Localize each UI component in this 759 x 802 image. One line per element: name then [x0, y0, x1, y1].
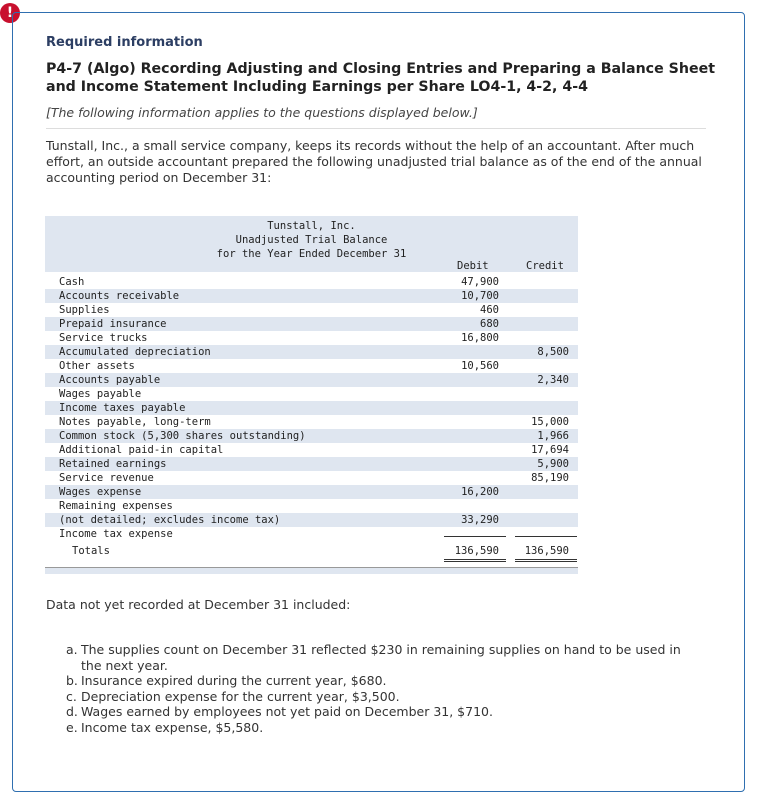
- table-row: [45, 471, 578, 485]
- statement-name: Unadjusted Trial Balance: [235, 234, 388, 246]
- applies-note: [The following information applies to the questions displayed below.]: [46, 105, 478, 120]
- alert-icon: !: [0, 3, 20, 23]
- account-name: Income tax expense: [59, 528, 173, 540]
- company-name: Tunstall, Inc.: [267, 220, 356, 232]
- adjustment-list: [66, 642, 696, 735]
- item-letter: e.: [66, 719, 78, 735]
- divider: [46, 128, 706, 129]
- debit-total-rule: [444, 536, 506, 537]
- table-row: [45, 513, 578, 527]
- account-name: Common stock (5,300 shares outstanding): [59, 430, 306, 442]
- intro-text: Tunstall, Inc., a small service company, keeps its records without the help of an accountant. After much effort, an outside accountant prepared the following unadjusted trial balance as of the end of the annual accounting period on December 31:: [46, 138, 702, 185]
- account-name: Wages expense: [59, 486, 142, 498]
- table-row: [45, 317, 578, 331]
- account-name: Prepaid insurance: [59, 318, 167, 330]
- credit-total-rule: [515, 536, 577, 537]
- table-row: [45, 387, 578, 401]
- table-row: [45, 443, 578, 457]
- account-name: Retained earnings: [59, 458, 167, 470]
- account-name: Notes payable, long-term: [59, 416, 211, 428]
- total-credit: 136,590: [524, 545, 569, 557]
- list-item: [66, 642, 696, 673]
- item-text: Income tax expense, $5,580.: [81, 719, 264, 735]
- item-letter: c.: [66, 688, 77, 704]
- debit-value: 680: [480, 318, 499, 330]
- required-info-heading: Required information: [46, 35, 203, 50]
- account-name: Supplies: [59, 304, 110, 316]
- debit-value: 47,900: [461, 276, 499, 288]
- account-name: Other assets: [59, 360, 135, 372]
- item-text: Depreciation expense for the current year, $3,500.: [81, 688, 400, 704]
- trial-balance-table: [45, 216, 578, 572]
- account-name: Remaining expenses: [59, 500, 173, 512]
- debit-double-rule: [444, 559, 506, 562]
- list-item: [66, 704, 696, 720]
- account-name: (not detailed; excludes income tax): [59, 514, 281, 526]
- table-row: [45, 527, 578, 541]
- table-row: [45, 415, 578, 429]
- table-row: [45, 429, 578, 443]
- account-name: Additional paid-in capital: [59, 444, 224, 456]
- account-name: Cash: [59, 276, 85, 288]
- credit-value: 15,000: [531, 416, 569, 428]
- debit-value: 10,700: [461, 290, 499, 302]
- credit-value: 1,966: [537, 430, 569, 442]
- table-row: [45, 289, 578, 303]
- totals-label: Totals: [72, 545, 110, 557]
- credit-value: 8,500: [537, 346, 569, 358]
- table-footer-band: [45, 567, 578, 574]
- table-row: [45, 499, 578, 513]
- table-row: [45, 303, 578, 317]
- account-name: Accounts payable: [59, 374, 161, 386]
- debit-value: 16,800: [461, 332, 499, 344]
- item-text: The supplies count on December 31 reflected $230 in remaining supplies on hand to be used in the next year.: [81, 642, 681, 673]
- account-name: Accounts receivable: [59, 290, 180, 302]
- item-text: Wages earned by employees not yet paid on December 31, $710.: [81, 704, 493, 719]
- table-row: [45, 345, 578, 359]
- account-name: Accumulated depreciation: [59, 346, 211, 358]
- debit-value: 16,200: [461, 486, 499, 498]
- table-row: [45, 401, 578, 415]
- credit-value: 17,694: [531, 444, 569, 456]
- statement-period: for the Year Ended December 31: [216, 248, 407, 260]
- list-item: [66, 673, 696, 689]
- debit-value: 33,290: [461, 514, 499, 526]
- item-text: Insurance expired during the current year, $680.: [81, 673, 387, 688]
- table-row: [45, 485, 578, 499]
- debit-value: 460: [480, 304, 499, 316]
- table-row: [45, 359, 578, 373]
- credit-value: 85,190: [531, 472, 569, 484]
- credit-double-rule: [515, 559, 577, 562]
- account-name: Service trucks: [59, 332, 148, 344]
- debit-column-header: Debit: [457, 260, 489, 272]
- table-row: [45, 457, 578, 471]
- table-row: [45, 275, 578, 289]
- table-row: [45, 331, 578, 345]
- totals-row: [45, 544, 578, 558]
- list-item: [66, 689, 696, 705]
- table-row: [45, 373, 578, 387]
- credit-value: 5,900: [537, 458, 569, 470]
- credit-value: 2,340: [537, 374, 569, 386]
- credit-column-header: Credit: [526, 260, 564, 272]
- account-name: Income taxes payable: [59, 402, 186, 414]
- problem-title: P4-7 (Algo) Recording Adjusting and Closing Entries and Preparing a Balance Sheet and Income Statement Including Earnings per Share LO4-1, 4-2, 4-4: [46, 61, 715, 95]
- account-name: Service revenue: [59, 472, 154, 484]
- item-letter: d.: [66, 704, 78, 719]
- item-letter: a.: [66, 642, 78, 657]
- total-debit: 136,590: [454, 545, 499, 557]
- debit-value: 10,560: [461, 360, 499, 372]
- list-item: [66, 720, 696, 736]
- item-letter: b.: [66, 673, 78, 688]
- additional-data-heading: Data not yet recorded at December 31 included:: [46, 597, 351, 612]
- account-name: Wages payable: [59, 388, 142, 400]
